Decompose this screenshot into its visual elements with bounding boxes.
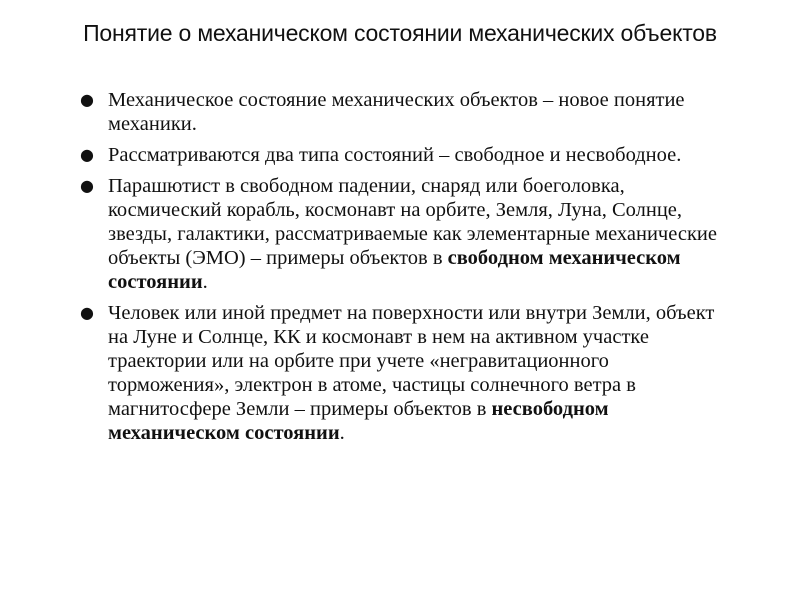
bullet-item-1 (80, 88, 720, 136)
bullet-icon: ● (80, 176, 94, 195)
bullet-item-2 (80, 143, 720, 167)
bullet-text-4: Человек или иной предмет на поверхности или внутри Земли, объект на Луне и Солнце, КК и космонавт в нем на активном участке траектории или на орбите при учете «негравитационного торможения», электрон в атоме, частицы солнечного ветра в магнитосфере Земли – примеры объектов в (108, 302, 715, 420)
bullet-list (80, 88, 720, 445)
bullet-text-1: Механическое состояние механических объектов – новое понятие механики. (108, 89, 685, 135)
slide-title: Понятие о механическом состоянии механических объектов (83, 20, 717, 46)
bullet-bold-3: свободном механическом состоянии (108, 247, 681, 293)
bullet-icon: ● (80, 145, 94, 164)
bullet-item-3 (80, 174, 720, 294)
bullet-text-2: Рассматриваются два типа состояний – свободное и несвободное. (108, 144, 682, 166)
bullet-text-3: Парашютист в свободном падении, снаряд или боеголовка, космический корабль, космонавт на орбите, Земля, Луна, Солнце, звезды, галактики, рассматриваемые как элементарные механические объекты (ЭМО) – примеры объектов в (108, 175, 717, 269)
bullet-end-4: . (339, 422, 345, 444)
bullet-bold-4: несвободном механическом состоянии (108, 398, 609, 444)
bullet-icon: ● (80, 90, 94, 109)
bullet-icon: ● (80, 303, 94, 322)
bullet-item-4 (80, 301, 720, 445)
bullet-end-3: . (202, 271, 208, 293)
